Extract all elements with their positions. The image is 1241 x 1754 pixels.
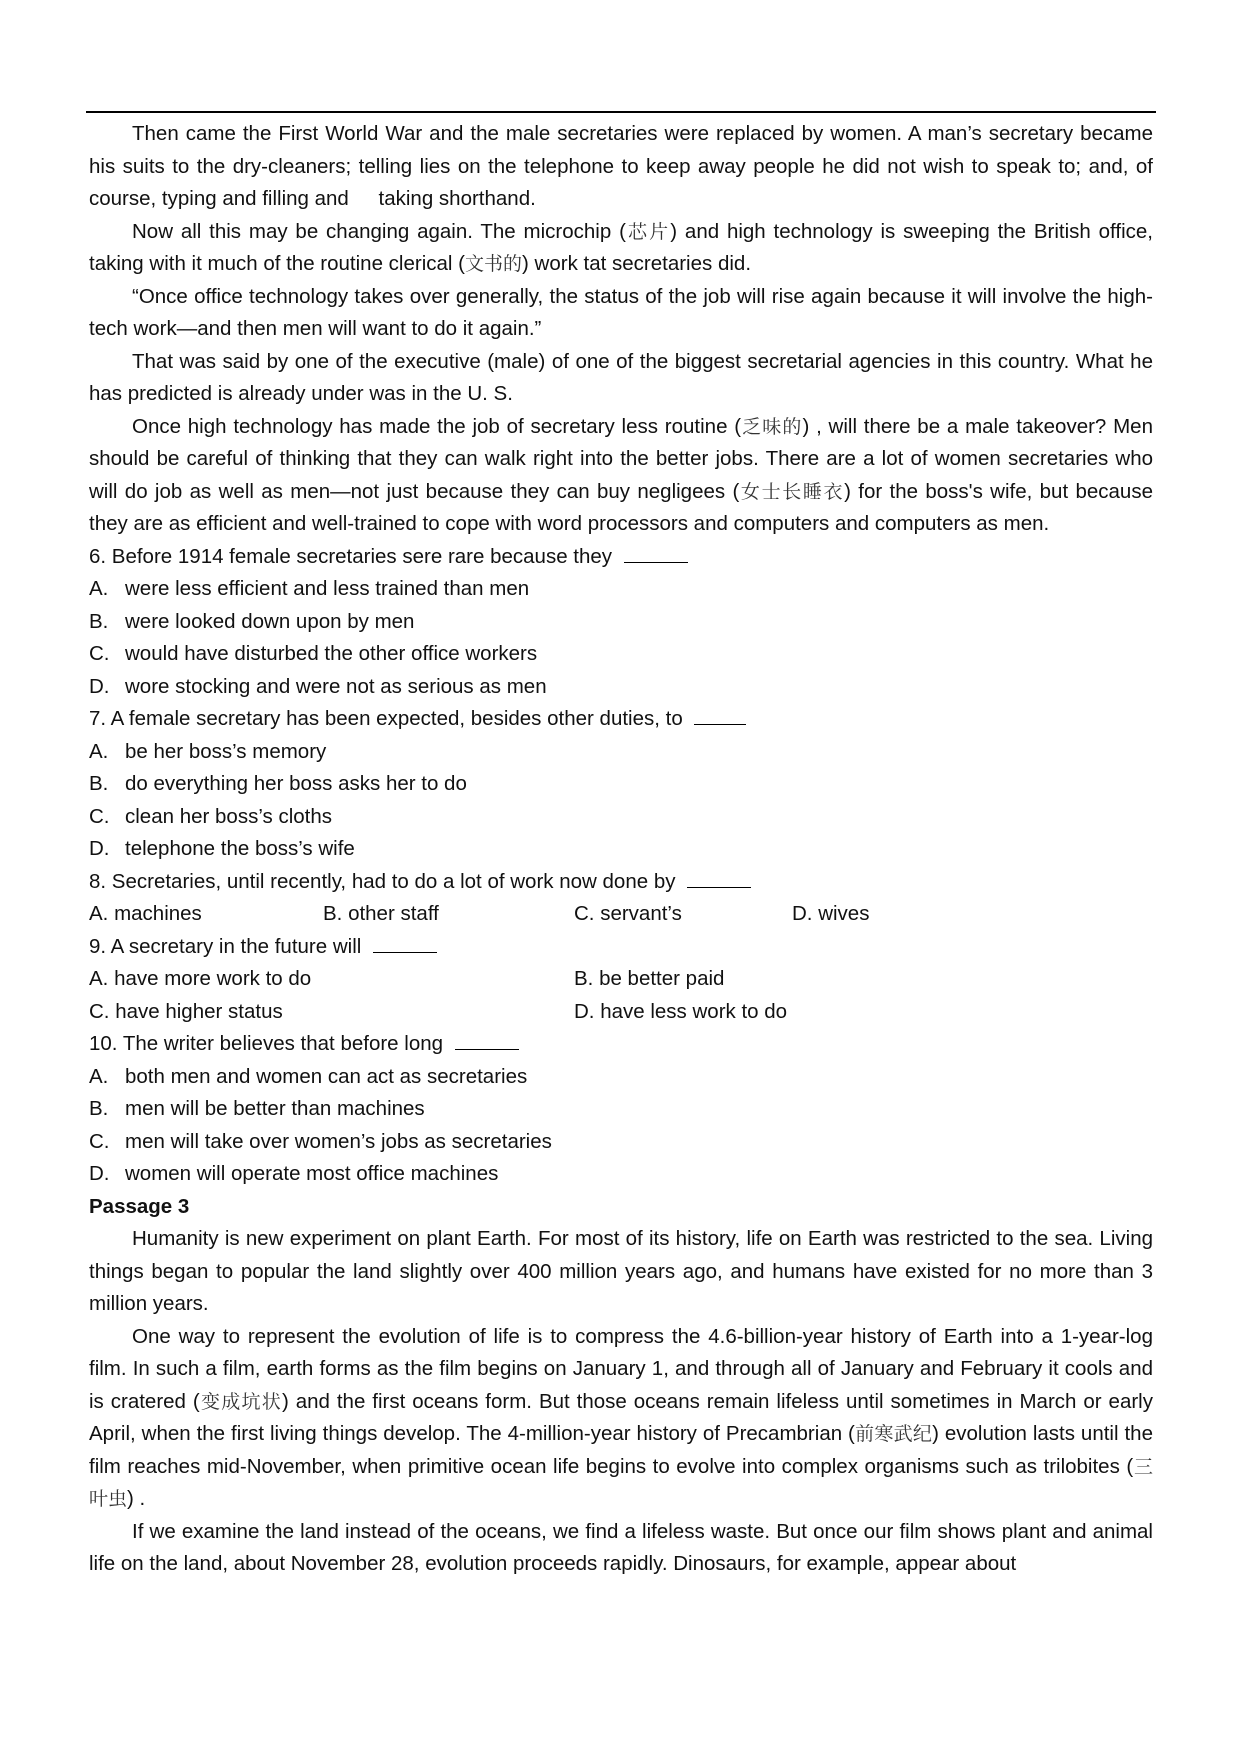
passage2-paragraph	[89, 281, 1153, 346]
text-run: ) work tat secretaries did.	[522, 252, 752, 275]
answer-option	[89, 833, 1153, 866]
answer-option: D. wives	[792, 902, 870, 925]
answer-option	[89, 638, 1153, 671]
chinese-gloss: 三叶虫	[89, 1455, 1153, 1510]
option-letter: A.	[89, 1064, 109, 1088]
answer-option	[89, 768, 1153, 801]
question-stem	[89, 1028, 1153, 1061]
option-text: men will be better than machines	[125, 1097, 425, 1120]
passage3-paragraph	[89, 1321, 1153, 1516]
text-run: One way to represent the evolution of life is to compress the 4.6-billion-year history of Earth into a 1-year-log film. In such a film, earth forms as the film begins on January 1, and through all of January and February it cools and is cratered (	[89, 1324, 1153, 1413]
text-run: taking shorthand.	[378, 187, 536, 210]
option-text: men will take over women’s jobs as secretaries	[125, 1129, 552, 1153]
text-run: ) for the boss's wife, but because they are as efficient and well-trained to cope with word processors and computers and computers as men.	[89, 479, 1153, 535]
option-letter: B.	[89, 772, 109, 795]
answer-option	[89, 1126, 1153, 1159]
chinese-gloss: 女士长睡衣	[739, 480, 845, 503]
passage3-paragraph	[89, 1223, 1153, 1321]
passage-heading: Passage 3	[89, 1194, 190, 1218]
passage2-paragraph	[89, 118, 1153, 216]
answer-option: A. have more work to do	[89, 967, 312, 990]
answer-blank[interactable]	[373, 951, 437, 953]
text-run: Then came the First World War and the male secretaries were replaced by women. A man’s secretary became his suits to the dry-cleaners; telling lies on the telephone to keep away people he did not wish to speak to; and, of course, typing and filling and	[89, 122, 1153, 210]
options-row	[89, 996, 1153, 1029]
option-letter: A.	[89, 739, 109, 763]
options-row	[89, 963, 1153, 996]
header-rule	[86, 111, 1156, 113]
text-run: “Once office technology takes over generally, the status of the job will rise again because it will involve the high-tech work—and then men will want to do it again.”	[89, 284, 1153, 340]
option-text: wore stocking and were not as serious as men	[125, 674, 547, 698]
answer-option: B. other staff	[323, 902, 439, 925]
option-letter: D.	[89, 1162, 110, 1185]
answer-option	[89, 1061, 1153, 1094]
chinese-gloss: 变成坑状	[199, 1390, 282, 1413]
answer-option: C. have higher status	[89, 999, 283, 1023]
question-stem	[89, 931, 1153, 964]
question-text: 6. Before 1914 female secretaries sere rare because they	[89, 544, 613, 568]
question-stem	[89, 866, 1153, 899]
answer-blank[interactable]	[455, 1048, 519, 1050]
option-letter: D.	[89, 674, 110, 698]
option-text: do everything her boss asks her to do	[125, 772, 467, 795]
chinese-gloss: 文书的	[465, 253, 523, 275]
chinese-gloss: 乏味的	[741, 415, 803, 438]
text-run: ) and high technology is sweeping the British office, taking with it much of the routine clerical (	[89, 219, 1153, 275]
option-text: telephone the boss’s wife	[125, 837, 355, 860]
answer-option: D. have less work to do	[574, 999, 788, 1023]
passage2-paragraph	[89, 216, 1153, 281]
text-run: That was said by one of the executive (male) of one of the biggest secretarial agencies in this country. What he has predicted is already under was in the U. S.	[89, 349, 1153, 405]
option-letter: C.	[89, 804, 110, 828]
answer-blank[interactable]	[687, 886, 751, 888]
answer-option	[89, 671, 1153, 704]
option-text: clean her boss’s cloths	[125, 804, 333, 828]
answer-option	[89, 736, 1153, 769]
option-letter: D.	[89, 837, 110, 860]
passage2-paragraph	[89, 346, 1153, 411]
option-letter: B.	[89, 1097, 109, 1120]
option-text: both men and women can act as secretaries	[125, 1064, 528, 1088]
question-text: 7. A female secretary has been expected, besides other duties, to	[89, 707, 683, 730]
question-stem	[89, 703, 1153, 736]
document-body	[89, 118, 1153, 1581]
question-text: 9. A secretary in the future will	[89, 934, 362, 958]
question-text: 10. The writer believes that before long	[89, 1032, 444, 1055]
text-run: ) evolution lasts until the film reaches mid-November, when primitive ocean life begins to evolve into complex organisms such as trilobites (	[89, 1422, 1153, 1478]
option-text: would have disturbed the other office workers	[125, 642, 538, 665]
option-text: be her boss’s memory	[125, 739, 327, 763]
answer-option	[89, 573, 1153, 606]
options-row	[89, 898, 1153, 931]
answer-option: A. machines	[89, 902, 202, 925]
passage3-paragraph	[89, 1516, 1153, 1581]
answer-option	[89, 606, 1153, 639]
passage2-paragraph	[89, 411, 1153, 541]
text-run: ) , will there be a male takeover? Men should be careful of thinking that they can walk right into the better jobs. There are a lot of women secretaries who will do job as well as men—not just because they can buy negligees (	[89, 414, 1153, 503]
answer-option	[89, 801, 1153, 834]
text-run: ) and the first oceans form. But those oceans remain lifeless until sometimes in March or early April, when the first living things develop. The 4-million-year history of Precambrian (	[89, 1389, 1153, 1445]
option-text: were less efficient and less trained than men	[125, 577, 530, 600]
answer-blank[interactable]	[694, 723, 746, 725]
option-letter: C.	[89, 642, 110, 665]
answer-option: B. be better paid	[574, 967, 725, 990]
text-run: Humanity is new experiment on plant Earth. For most of its history, life on Earth was restricted to the sea. Living things began to popular the land slightly over 400 million years ago, and humans have existed for no more than 3 million years.	[89, 1227, 1153, 1315]
option-letter: C.	[89, 1129, 110, 1153]
chinese-gloss: 前寒武纪	[854, 1423, 933, 1445]
question-text: 8. Secretaries, until recently, had to do a lot of work now done by	[89, 869, 676, 893]
text-run: Once high technology has made the job of secretary less routine (	[132, 414, 742, 438]
option-letter: A.	[89, 577, 109, 600]
answer-option: C. servant’s	[574, 902, 682, 925]
text-run: If we examine the land instead of the oceans, we find a lifeless waste. But once our film shows plant and animal life on the land, about November 28, evolution proceeds rapidly. Dinosaurs, for example, appear about	[89, 1519, 1153, 1575]
option-text: women will operate most office machines	[125, 1162, 499, 1185]
answer-blank[interactable]	[624, 561, 688, 563]
option-letter: B.	[89, 609, 109, 633]
option-text: were looked down upon by men	[125, 609, 415, 633]
answer-option	[89, 1093, 1153, 1126]
chinese-gloss: 芯片	[625, 220, 671, 243]
text-run: ) .	[127, 1487, 146, 1510]
answer-option	[89, 1158, 1153, 1191]
question-stem	[89, 541, 1153, 574]
text-run: Now all this may be changing again. The microchip (	[132, 219, 626, 243]
